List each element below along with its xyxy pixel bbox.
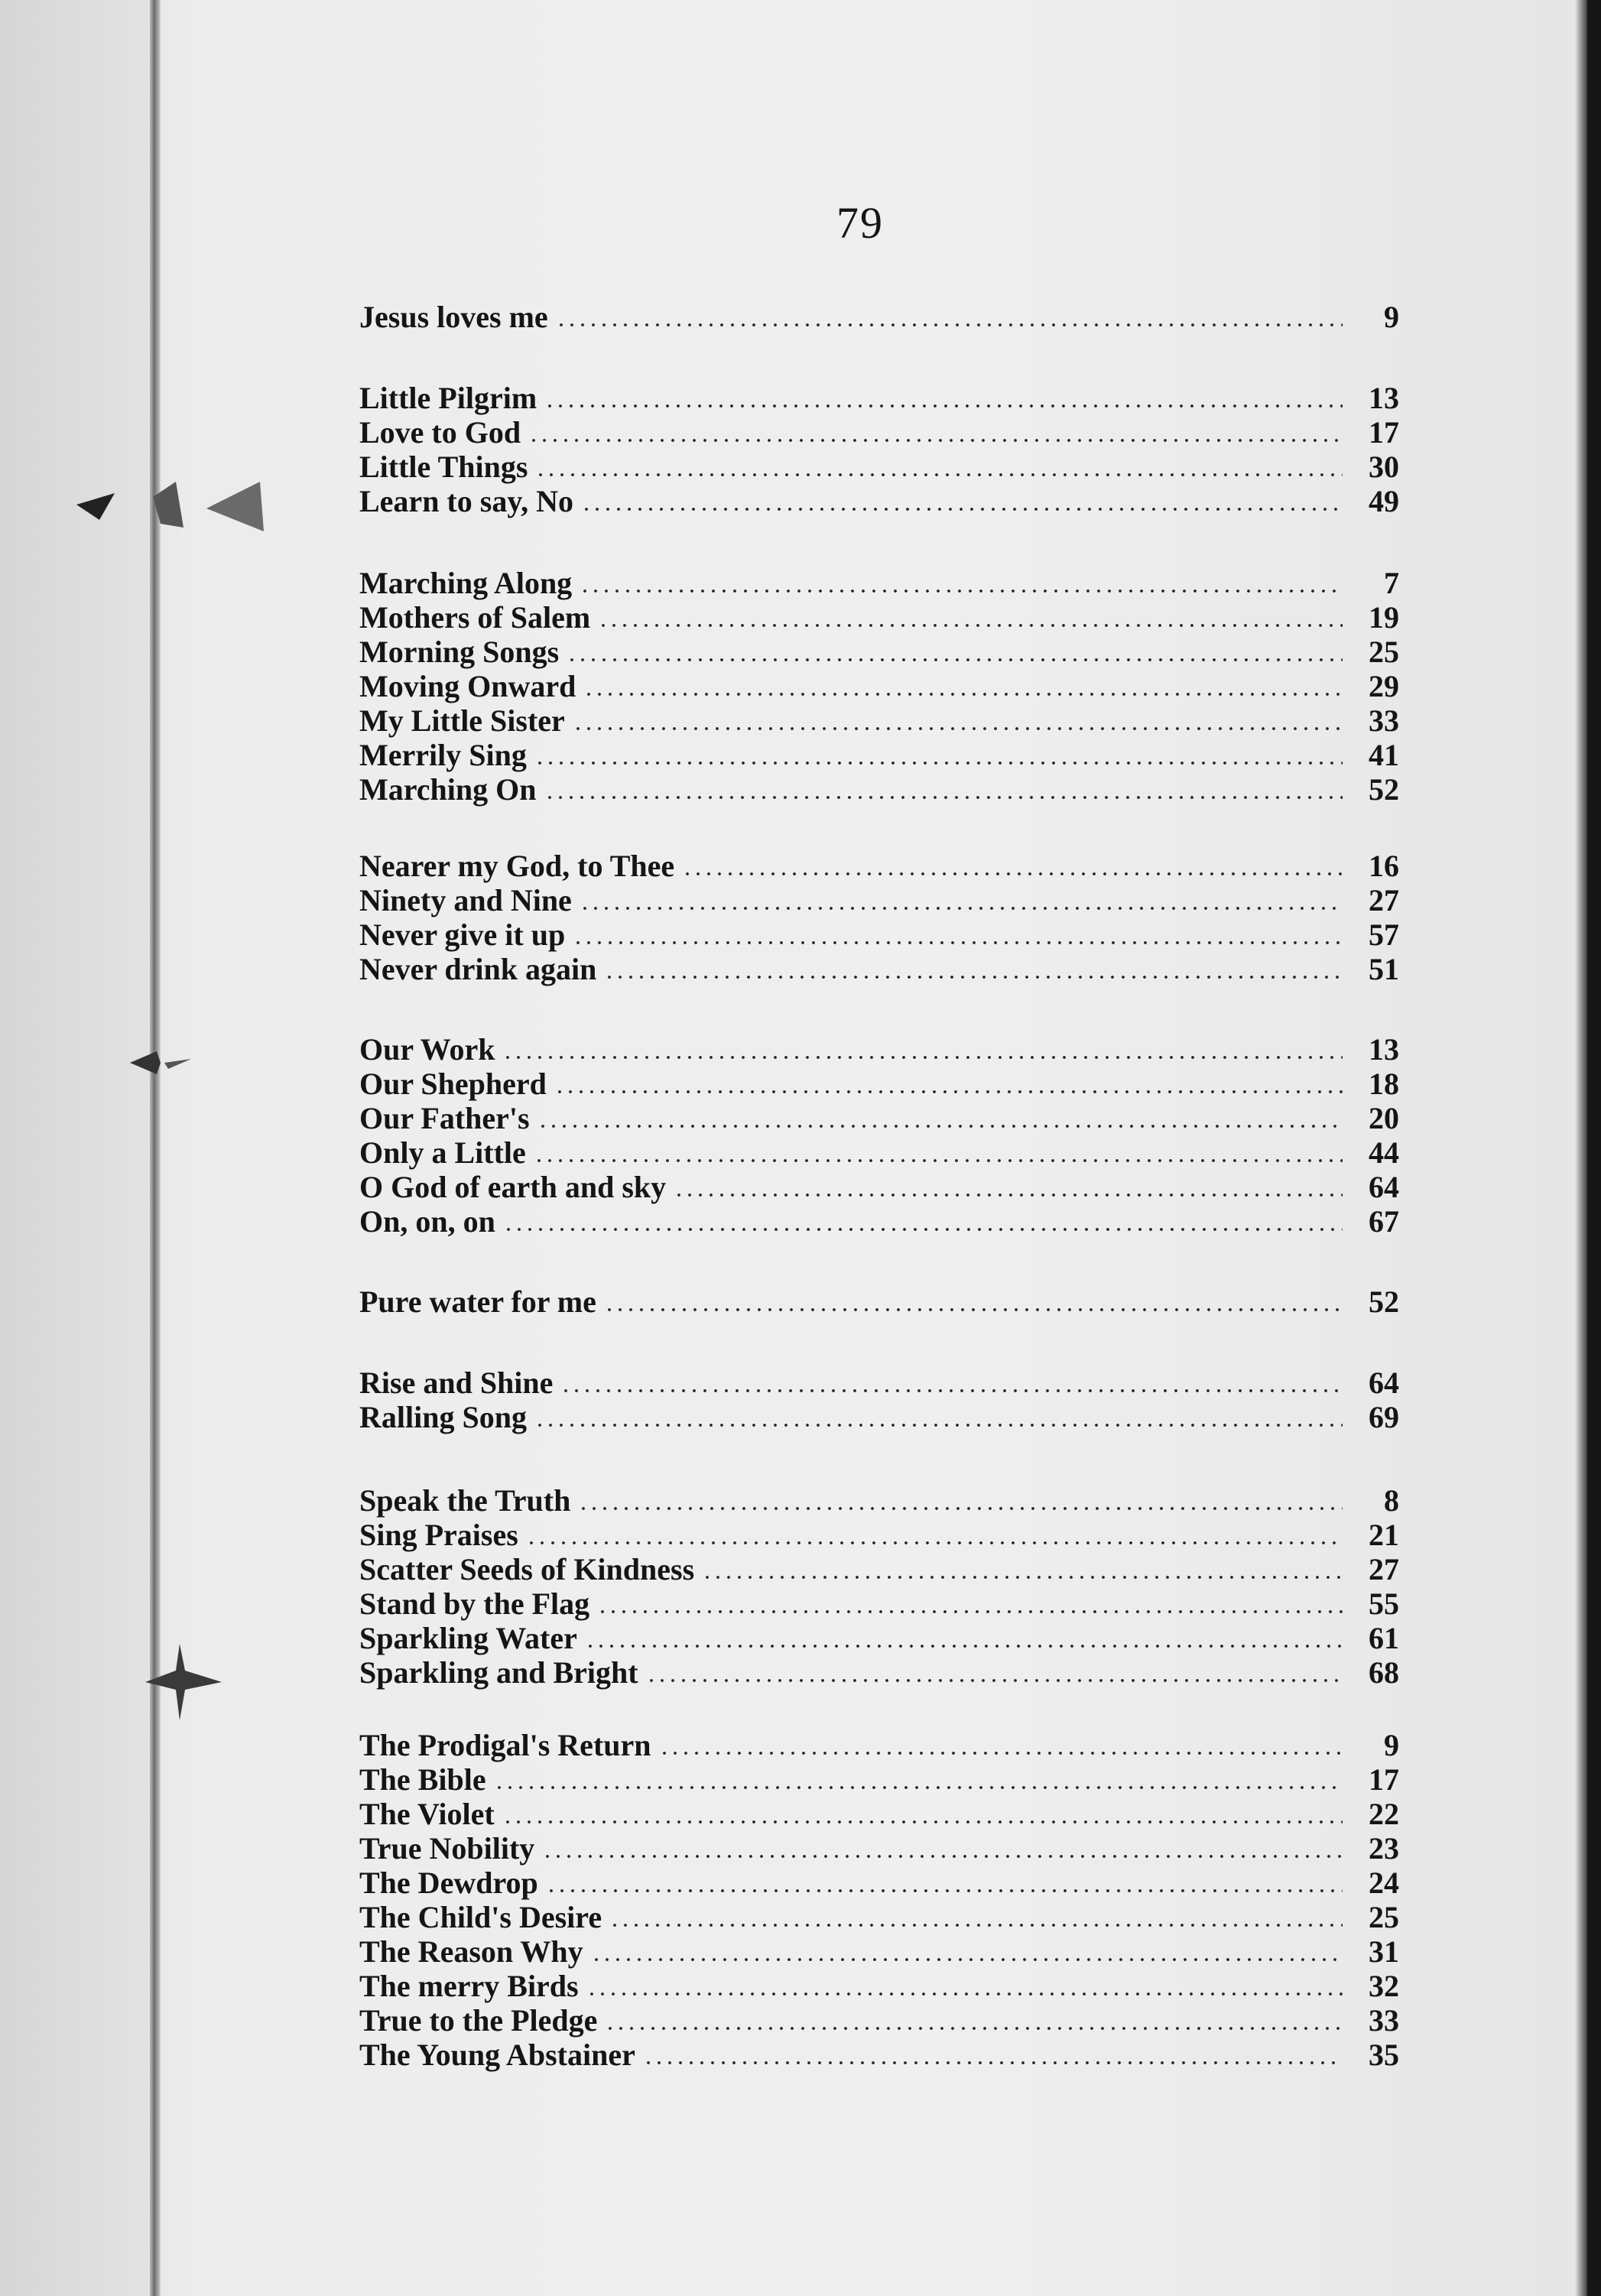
toc-entry-title: The Bible xyxy=(359,1762,486,1797)
right-page-edge xyxy=(1587,0,1601,2296)
toc-entry-page-number: 67 xyxy=(1369,1204,1399,1239)
toc-entry xyxy=(359,849,1399,884)
toc-entry-title: Jesus loves me xyxy=(359,300,548,334)
toc-entry xyxy=(359,1483,1399,1518)
dot-leader xyxy=(578,1505,1343,1512)
toc-entry xyxy=(359,450,1399,485)
toc-entry xyxy=(359,635,1399,670)
dot-leader xyxy=(535,471,1343,479)
toc-entry-page-number: 8 xyxy=(1384,1483,1399,1518)
toc-entry-title: Rise and Shine xyxy=(359,1366,554,1400)
toc-entry-page-number: 32 xyxy=(1369,1969,1399,2003)
binding-stitch-mark xyxy=(138,1636,229,1728)
toc-entry xyxy=(359,952,1399,987)
toc-entry-page-number: 29 xyxy=(1369,669,1399,703)
toc-entry-title: Sparkling and Bright xyxy=(359,1655,638,1690)
toc-entry xyxy=(359,703,1399,739)
toc-entry-page-number: 35 xyxy=(1369,2038,1399,2072)
toc-entry xyxy=(359,669,1399,704)
toc-entry-page-number: 68 xyxy=(1369,1655,1399,1690)
toc-entry-page-number: 49 xyxy=(1369,484,1399,518)
toc-entry-title: True Nobility xyxy=(359,1831,535,1866)
toc-entry-page-number: 52 xyxy=(1369,772,1399,807)
dot-leader xyxy=(556,321,1343,329)
toc-entry-page-number: 33 xyxy=(1369,703,1399,738)
binding-tear-mark xyxy=(69,451,283,550)
toc-entry xyxy=(359,1552,1399,1587)
dot-leader xyxy=(544,794,1343,801)
toc-entry-page-number: 64 xyxy=(1369,1366,1399,1400)
toc-entry xyxy=(359,484,1399,519)
toc-entry xyxy=(359,1969,1399,2004)
toc-entry xyxy=(359,1170,1399,1205)
dot-leader xyxy=(503,1226,1343,1233)
toc-entry-page-number: 25 xyxy=(1369,1900,1399,1934)
toc-entry-title: Merrily Sing xyxy=(359,738,527,772)
toc-entry-title: Mothers of Salem xyxy=(359,600,591,635)
toc-entry-page-number: 17 xyxy=(1369,1762,1399,1797)
toc-entry-page-number: 21 xyxy=(1369,1518,1399,1552)
toc-entry xyxy=(359,772,1399,807)
dot-leader xyxy=(573,725,1343,732)
toc-entry-title: Little Things xyxy=(359,450,528,484)
toc-entry-title: O God of earth and sky xyxy=(359,1170,667,1204)
dot-leader xyxy=(583,690,1343,698)
dot-leader xyxy=(546,1887,1343,1895)
toc-entry-title: Never drink again xyxy=(359,952,597,986)
toc-entry xyxy=(359,415,1399,450)
toc-entry xyxy=(359,1400,1399,1435)
toc-entry xyxy=(359,1067,1399,1102)
dot-leader xyxy=(581,505,1343,513)
binding-stitch-mark xyxy=(122,1040,199,1086)
toc-entry xyxy=(359,1762,1399,1798)
toc-entry-page-number: 55 xyxy=(1369,1586,1399,1621)
toc-entry-page-number: 27 xyxy=(1369,1552,1399,1586)
toc-entry-title: Marching Along xyxy=(359,566,573,600)
toc-entry-page-number: 13 xyxy=(1369,381,1399,415)
toc-entry-page-number: 27 xyxy=(1369,883,1399,917)
toc-entry-title: On, on, on xyxy=(359,1204,495,1239)
toc-entry-title: Morning Songs xyxy=(359,635,560,669)
toc-entry-title: Our Shepherd xyxy=(359,1067,547,1101)
toc-entry-page-number: 30 xyxy=(1369,450,1399,484)
toc-entry xyxy=(359,1797,1399,1832)
toc-entry-page-number: 52 xyxy=(1369,1284,1399,1319)
dot-leader xyxy=(534,1421,1343,1429)
dot-leader xyxy=(585,1642,1343,1650)
left-margin-shade xyxy=(0,0,153,2296)
toc-entry xyxy=(359,738,1399,773)
toc-entry-title: Scatter Seeds of Kindness xyxy=(359,1552,695,1586)
toc-entry xyxy=(359,2003,1399,2038)
toc-entry-page-number: 22 xyxy=(1369,1797,1399,1831)
dot-leader xyxy=(643,2059,1343,2067)
dot-leader xyxy=(580,587,1343,595)
toc-entry xyxy=(359,1900,1399,1935)
dot-leader xyxy=(702,1573,1343,1581)
toc-entry-title: Love to God xyxy=(359,415,521,450)
toc-entry-page-number: 9 xyxy=(1384,300,1399,334)
toc-entry xyxy=(359,2038,1399,2073)
dot-leader xyxy=(502,1818,1343,1826)
toc-entry-page-number: 57 xyxy=(1369,917,1399,952)
toc-entry-page-number: 20 xyxy=(1369,1101,1399,1135)
toc-entry-page-number: 69 xyxy=(1369,1400,1399,1434)
toc-entry-title: Ninety and Nine xyxy=(359,883,572,917)
toc-entry-page-number: 25 xyxy=(1369,635,1399,669)
dot-leader xyxy=(598,622,1343,629)
dot-leader xyxy=(526,1539,1343,1547)
toc-entry-title: The merry Birds xyxy=(359,1969,579,2003)
toc-entry xyxy=(359,1135,1399,1171)
toc-entry-title: The Reason Why xyxy=(359,1934,583,1969)
toc-entry-title: Sparkling Water xyxy=(359,1621,577,1655)
toc-entry xyxy=(359,381,1399,416)
dot-leader xyxy=(534,759,1343,767)
dot-leader xyxy=(674,1191,1343,1199)
toc-entry-title: Ralling Song xyxy=(359,1400,527,1434)
toc-entry xyxy=(359,600,1399,635)
toc-entry-page-number: 51 xyxy=(1369,952,1399,986)
toc-entry xyxy=(359,1284,1399,1320)
toc-entry-title: Never give it up xyxy=(359,917,566,952)
binding-stitch-line xyxy=(150,0,161,2296)
toc-entry xyxy=(359,1655,1399,1690)
toc-entry-title: The Young Abstainer xyxy=(359,2038,635,2072)
toc-entry-page-number: 64 xyxy=(1369,1170,1399,1204)
toc-entry xyxy=(359,1728,1399,1763)
toc-entry xyxy=(359,1204,1399,1239)
dot-leader xyxy=(560,1387,1343,1395)
toc-entry xyxy=(359,1518,1399,1553)
toc-entry-title: True to the Pledge xyxy=(359,2003,598,2038)
toc-entry-title: Nearer my God, to Thee xyxy=(359,849,675,883)
dot-leader xyxy=(646,1677,1343,1684)
dot-leader xyxy=(659,1749,1343,1757)
toc-entry-page-number: 23 xyxy=(1369,1831,1399,1866)
dot-leader xyxy=(609,1921,1343,1929)
toc-entry-page-number: 17 xyxy=(1369,415,1399,450)
dot-leader xyxy=(682,870,1343,878)
dot-leader xyxy=(586,1990,1343,1998)
toc-entry xyxy=(359,1032,1399,1067)
dot-leader xyxy=(580,904,1343,912)
dot-leader xyxy=(573,939,1343,947)
toc-entry-title: Speak the Truth xyxy=(359,1483,571,1518)
toc-entry-title: Our Work xyxy=(359,1032,495,1067)
toc-entry xyxy=(359,300,1399,335)
toc-entry-title: The Violet xyxy=(359,1797,495,1831)
toc-entry-page-number: 44 xyxy=(1369,1135,1399,1170)
toc-entry xyxy=(359,1101,1399,1136)
dot-leader xyxy=(591,1956,1343,1963)
toc-entry-page-number: 13 xyxy=(1369,1032,1399,1067)
toc-entry-page-number: 61 xyxy=(1369,1621,1399,1655)
toc-entry xyxy=(359,1366,1399,1401)
toc-entry-title: The Prodigal's Return xyxy=(359,1728,651,1762)
toc-entry xyxy=(359,883,1399,918)
dot-leader xyxy=(604,1306,1343,1314)
toc-entry xyxy=(359,566,1399,601)
toc-entry-page-number: 33 xyxy=(1369,2003,1399,2038)
toc-entry-title: Marching On xyxy=(359,772,537,807)
toc-entry-page-number: 24 xyxy=(1369,1866,1399,1900)
page-number: 79 xyxy=(836,198,884,248)
toc-entry-title: The Dewdrop xyxy=(359,1866,538,1900)
toc-entry xyxy=(359,1831,1399,1866)
toc-entry-page-number: 16 xyxy=(1369,849,1399,883)
toc-entry-page-number: 18 xyxy=(1369,1067,1399,1101)
dot-leader xyxy=(544,402,1343,410)
toc-entry-page-number: 19 xyxy=(1369,600,1399,635)
dot-leader xyxy=(502,1054,1343,1061)
toc-entry xyxy=(359,1621,1399,1656)
dot-leader xyxy=(537,1122,1343,1130)
dot-leader xyxy=(554,1088,1343,1096)
dot-leader xyxy=(605,2025,1343,2032)
toc-entry-page-number: 31 xyxy=(1369,1934,1399,1969)
toc-entry-title: My Little Sister xyxy=(359,703,565,738)
toc-entry xyxy=(359,1866,1399,1901)
toc-entry xyxy=(359,917,1399,953)
dot-leader xyxy=(567,656,1343,664)
dot-leader xyxy=(542,1853,1343,1860)
dot-leader xyxy=(597,1608,1343,1616)
toc-entry xyxy=(359,1934,1399,1970)
toc-entry-title: Moving Onward xyxy=(359,669,576,703)
toc-entry-page-number: 7 xyxy=(1384,566,1399,600)
toc-entry-title: Stand by the Flag xyxy=(359,1586,590,1621)
toc-entry-title: Little Pilgrim xyxy=(359,381,537,415)
toc-entry-title: Our Father's xyxy=(359,1101,530,1135)
dot-leader xyxy=(528,437,1343,444)
toc-entry xyxy=(359,1586,1399,1622)
dot-leader xyxy=(534,1157,1343,1164)
toc-entry-page-number: 41 xyxy=(1369,738,1399,772)
toc-entry-title: Only a Little xyxy=(359,1135,526,1170)
toc-entry-title: Sing Praises xyxy=(359,1518,518,1552)
toc-entry-title: Learn to say, No xyxy=(359,484,573,518)
dot-leader xyxy=(494,1784,1343,1791)
toc-entry-page-number: 9 xyxy=(1384,1728,1399,1762)
dot-leader xyxy=(604,973,1343,981)
toc-entry-title: The Child's Desire xyxy=(359,1900,602,1934)
toc-entry-title: Pure water for me xyxy=(359,1284,596,1319)
